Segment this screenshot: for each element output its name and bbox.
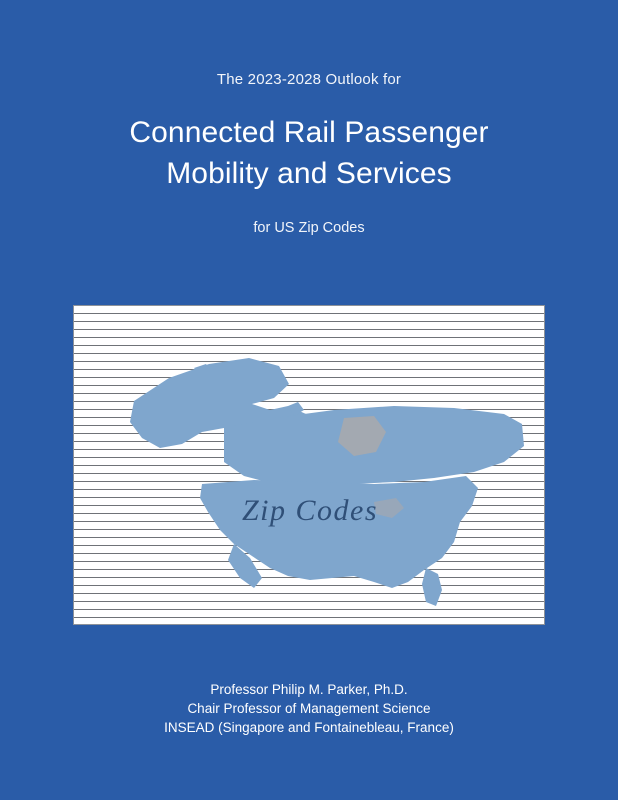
title-block — [0, 70, 618, 238]
page-title-line-2: Mobility and Services — [166, 157, 452, 190]
cover-subtitle: for US Zip Codes — [253, 220, 365, 236]
author-block — [0, 680, 618, 737]
us-map-illustration — [73, 305, 545, 625]
page-title-line-1: Connected Rail Passenger — [129, 116, 489, 149]
page-title — [0, 112, 618, 194]
author-affiliation: INSEAD (Singapore and Fontainebleau, France) — [164, 720, 454, 735]
author-title: Chair Professor of Management Science — [187, 701, 431, 716]
author-name: Professor Philip M. Parker, Ph.D. — [210, 682, 408, 697]
map-label: Zip Codes — [241, 494, 379, 527]
north-america-map-shape — [74, 306, 545, 625]
cover-pretitle: The 2023-2028 Outlook for — [216, 71, 402, 88]
